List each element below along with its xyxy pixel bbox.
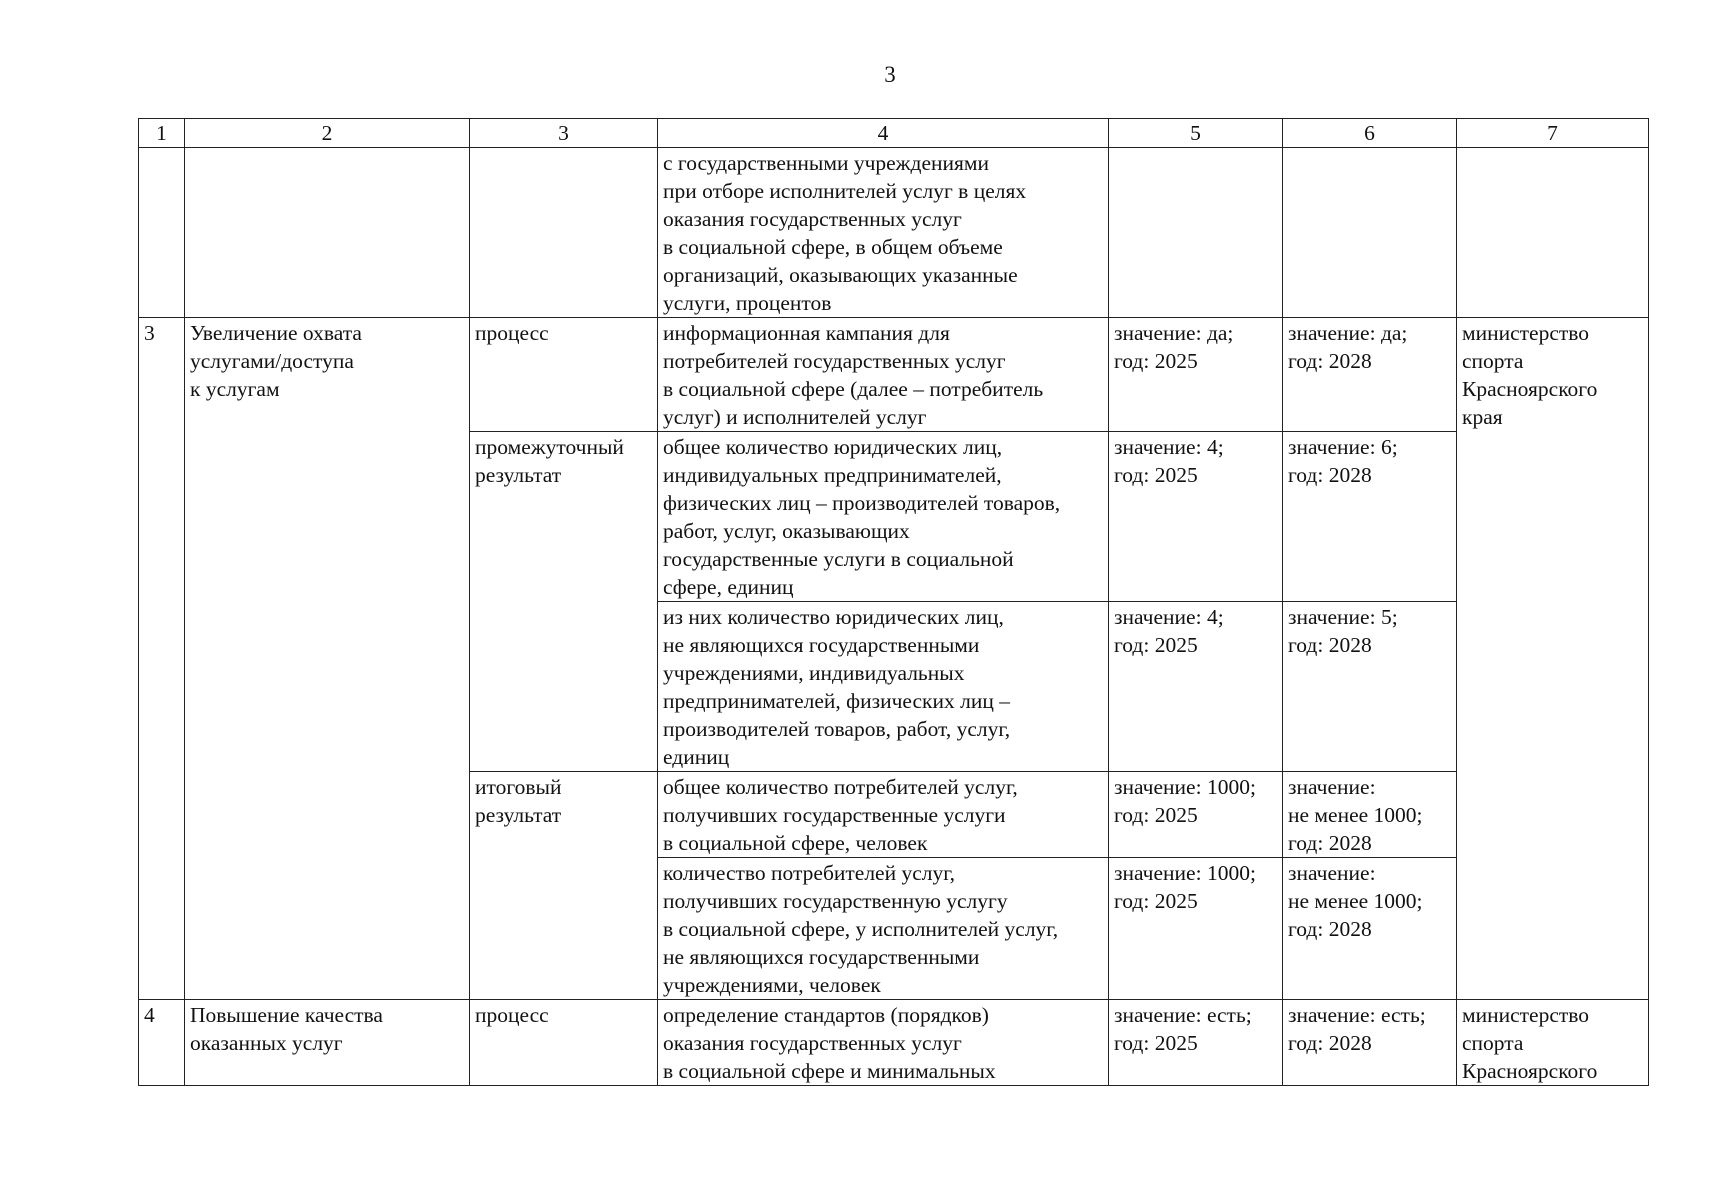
cell-indicator: общее количество юридических лиц, индивидуальных предпринимателей, физических лиц – производителей товаров, работ, услуг, оказывающих государственные услуги в социальной сфере, единиц — [658, 432, 1109, 602]
cell-result-type: процесс — [470, 318, 658, 432]
cell-task-number: 3 — [139, 318, 185, 1000]
cell-base-value: значение: есть; год: 2025 — [1109, 1000, 1283, 1086]
cell-empty — [185, 148, 470, 318]
table-row-task3-process — [139, 318, 1649, 432]
cell-target-value: значение: 6; год: 2028 — [1283, 432, 1457, 602]
header-col-4: 4 — [658, 119, 1109, 148]
cell-indicator: с государственными учреждениями при отборе исполнителей услуг в целях оказания государственных услуг в социальной сфере, в общем объеме организаций, оказывающих указанные услуги, процентов — [658, 148, 1109, 318]
cell-empty — [1109, 148, 1283, 318]
header-col-1: 1 — [139, 119, 185, 148]
cell-empty — [139, 148, 185, 318]
header-col-7: 7 — [1457, 119, 1649, 148]
table-row-task4-process — [139, 1000, 1649, 1086]
cell-result-type: промежуточный результат — [470, 432, 658, 772]
page-number: 3 — [884, 62, 896, 87]
header-col-3: 3 — [470, 119, 658, 148]
header-col-5: 5 — [1109, 119, 1283, 148]
cell-empty — [1457, 148, 1649, 318]
cell-result-type: процесс — [470, 1000, 658, 1086]
cell-task-goal: Увеличение охвата услугами/доступа к услугам — [185, 318, 470, 1000]
cell-indicator: информационная кампания для потребителей государственных услуг в социальной сфере (далее – потребитель услуг) и исполнителей услуг — [658, 318, 1109, 432]
cell-empty — [1283, 148, 1457, 318]
cell-empty — [470, 148, 658, 318]
cell-target-value: значение: да; год: 2028 — [1283, 318, 1457, 432]
cell-task-goal: Повышение качества оказанных услуг — [185, 1000, 470, 1086]
cell-base-value: значение: 1000; год: 2025 — [1109, 858, 1283, 1000]
indicators-table — [138, 118, 1649, 1086]
cell-target-value: значение: не менее 1000; год: 2028 — [1283, 772, 1457, 858]
cell-base-value: значение: 1000; год: 2025 — [1109, 772, 1283, 858]
cell-responsible: министерство спорта Красноярского края — [1457, 318, 1649, 1000]
cell-base-value: значение: 4; год: 2025 — [1109, 602, 1283, 772]
cell-base-value: значение: 4; год: 2025 — [1109, 432, 1283, 602]
cell-target-value: значение: 5; год: 2028 — [1283, 602, 1457, 772]
header-col-2: 2 — [185, 119, 470, 148]
table-row-continuation — [139, 148, 1649, 318]
cell-target-value: значение: есть; год: 2028 — [1283, 1000, 1457, 1086]
cell-target-value: значение: не менее 1000; год: 2028 — [1283, 858, 1457, 1000]
cell-indicator: количество потребителей услуг, получивших государственную услугу в социальной сфере, у исполнителей услуг, не являющихся государственными учреждениями, человек — [658, 858, 1109, 1000]
cell-base-value: значение: да; год: 2025 — [1109, 318, 1283, 432]
header-row — [139, 119, 1649, 148]
cell-indicator: определение стандартов (порядков) оказания государственных услуг в социальной сфере и минимальных — [658, 1000, 1109, 1086]
cell-task-number: 4 — [139, 1000, 185, 1086]
cell-indicator: из них количество юридических лиц, не являющихся государственными учреждениями, индивидуальных предпринимателей, физических лиц – производителей товаров, работ, услуг, единиц — [658, 602, 1109, 772]
header-col-6: 6 — [1283, 119, 1457, 148]
cell-responsible: министерство спорта Красноярского — [1457, 1000, 1649, 1086]
cell-result-type: итоговый результат — [470, 772, 658, 1000]
cell-indicator: общее количество потребителей услуг, получивших государственные услуги в социальной сфере, человек — [658, 772, 1109, 858]
